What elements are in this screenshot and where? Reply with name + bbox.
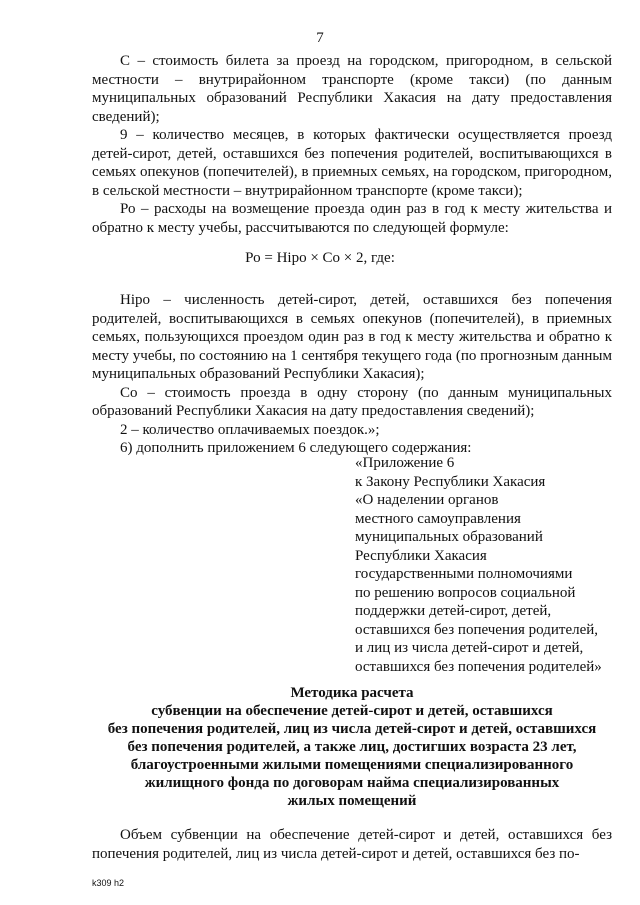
annex-line: государственными полномочиями [355, 566, 573, 582]
paragraph-months-definition: 9 – количество месяцев, в которых фактически осуществляется проезд детей-сирот, детей, оставшихся без попечения родителей, воспитывающихся в семьях опекунов (попечителей), в приемных семьях, на городском, пригородном, в сельской местности – внутрирайонном транспорте (кроме такси); [92, 127, 612, 199]
annex-line: по решению вопросов социальной [355, 584, 576, 601]
annex-line: поддержки детей-сирот, детей, [355, 603, 552, 619]
method-title-line: без попечения родителей, а также лиц, достигших возраста 23 лет, [127, 739, 577, 755]
text-block-closing [92, 826, 612, 863]
method-title-line: жилищного фонда по договорам найма специализированных [144, 775, 560, 791]
paragraph-subvention-volume: Объем субвенции на обеспечение детей-сирот и детей, оставшихся без попечения родителей, лиц из числа детей-сирот и детей, оставшихся без по- [92, 827, 612, 862]
text-block-formula-terms [92, 291, 612, 458]
paragraph-po-definition: Ро – расходы на возмещение проезда один раз в год к месту жительства и обратно к месту учебы, рассчитываются по следующей формуле: [92, 201, 612, 236]
footer-code: k309 h2 [92, 878, 125, 888]
annex-line: «Приложение 6 [355, 455, 455, 471]
annex-line: Республики Хакасия [355, 547, 487, 564]
annex-line: оставшихся без попечения родителей, [355, 621, 599, 638]
page-number: 7 [316, 30, 324, 46]
method-title-line: субвенции на обеспечение детей-сирот и детей, оставшихся [151, 703, 553, 719]
formula: Ро = Hiро × Со × 2, где: [245, 250, 395, 266]
paragraph-hipo-definition: Hiро – численность детей-сирот, детей, оставшихся без попечения родителей, воспитывающихся в семьях опекунов (попечителей), в приемных семьях, пользующихся проездом один раз в год к месту жительства и обратно к месту учебы, по состоянию на 1 сентября текущего года (по прогнозным данным муниципальных образований Республики Хакасия); [92, 292, 612, 382]
method-title-line: Методика расчета [290, 685, 414, 701]
method-title-line: жилых помещений [287, 793, 417, 809]
annex-line: местного самоуправления [355, 510, 521, 527]
annex-line: «О наделении органов [355, 492, 499, 508]
method-title-line: благоустроенными жилыми помещениями специализированного [130, 757, 574, 773]
paragraph-amendment-6: 6) дополнить приложением 6 следующего содержания: [120, 440, 472, 456]
annex-line: и лиц из числа детей-сирот и детей, [355, 640, 584, 656]
method-title-line: без попечения родителей, лиц из числа детей-сирот и детей, оставшихся [107, 721, 597, 737]
paragraph-co-definition: Со – стоимость проезда в одну сторону (по данным муниципальных образований Республики Хакасия на дату предоставления сведений); [92, 384, 612, 419]
paragraph-c-definition: С – стоимость билета за проезд на городском, пригородном, в сельской местности – внутрирайонном транспорте (кроме такси) (по данным муниципальных образований Республики Хакасия на дату предоставления сведений); [92, 53, 612, 125]
annex-line: муниципальных образований [355, 529, 543, 545]
annex-line: оставшихся без попечения родителей» [355, 658, 602, 675]
annex-line: к Закону Республики Хакасия [355, 473, 546, 490]
paragraph-trips-definition: 2 – количество оплачиваемых поездок.»; [120, 421, 380, 438]
text-block-variables [92, 52, 612, 237]
method-title [92, 684, 612, 810]
annex-header [355, 454, 602, 676]
